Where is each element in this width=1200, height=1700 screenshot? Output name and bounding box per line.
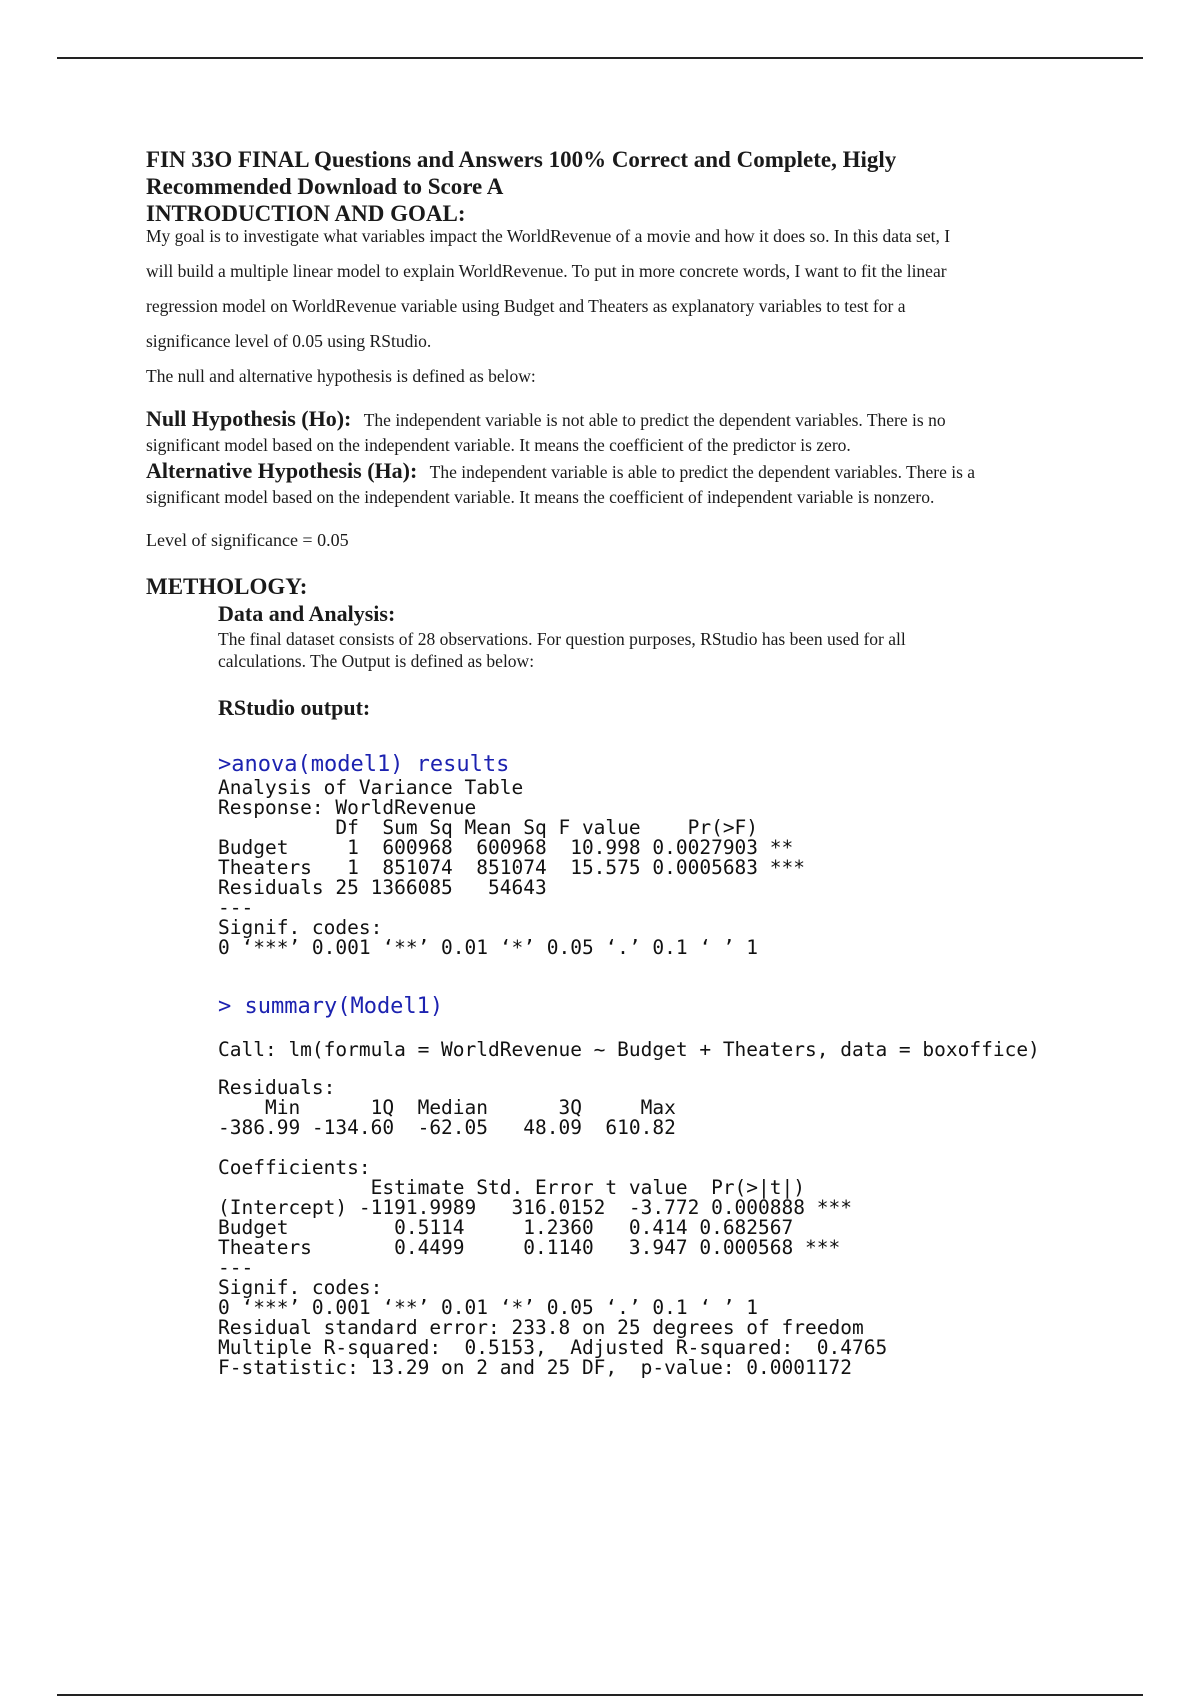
alternative-hypothesis-text: The independent variable is able to predict the dependent variables. There is a	[429, 462, 976, 482]
summary-call-line: Call: lm(formula = WorldRevenue ~ Budget + Theaters, data = boxoffice)	[218, 1038, 1040, 1061]
intro-line: significance level of 0.05 using RStudio.	[146, 331, 432, 351]
intro-line: will build a multiple linear model to explain WorldRevenue. To put in more concrete words, I want to fit the linear	[146, 261, 947, 281]
coefficients-line: Coefficients:	[218, 1156, 371, 1179]
summary-command: > summary(Model1)	[218, 994, 444, 1019]
coefficients-line: 0 ‘***’ 0.001 ‘**’ 0.01 ‘*’ 0.05 ‘.’ 0.1 ‘ ’ 1	[218, 1296, 759, 1319]
anova-output-line: Response: WorldRevenue	[218, 796, 477, 819]
residuals-block	[218, 1078, 1096, 1138]
alternative-hypothesis-text-cont: significant model based on the independent variable. It means the coefficient of independent variable is nonzero.	[146, 487, 935, 507]
anova-output	[218, 752, 1096, 958]
data-analysis-section	[218, 600, 1096, 1378]
data-analysis-text-cont: calculations. The Output is defined as below:	[218, 651, 535, 671]
coefficients-line: Signif. codes:	[218, 1276, 383, 1299]
data-analysis-text: The final dataset consists of 28 observations. For question purposes, RStudio has been used for all	[218, 629, 906, 649]
intro-paragraph	[146, 219, 1096, 394]
residuals-line: Residuals:	[218, 1076, 336, 1099]
anova-output-line: Theaters 1 851074 851074 15.575 0.0005683 ***	[218, 856, 805, 879]
null-hypothesis-label: Null Hypothesis (Ho):	[146, 406, 352, 431]
alternative-hypothesis	[146, 458, 1096, 510]
null-hypothesis-text-cont: significant model based on the independent variable. It means the coefficient of the predictor is zero.	[146, 435, 851, 455]
coefficients-line: Residual standard error: 233.8 on 25 degrees of freedom	[218, 1316, 864, 1339]
methodology-heading: METHOLOGY:	[146, 574, 308, 599]
document-title-line-2: Recommended Download to Score A	[146, 174, 504, 199]
anova-output-line: Df Sum Sq Mean Sq F value Pr(>F)	[218, 816, 759, 839]
significance-level: Level of significance = 0.05	[146, 530, 349, 550]
intro-heading: INTRODUCTION AND GOAL:	[146, 201, 466, 226]
coefficients-line: Estimate Std. Error t value Pr(>|t|)	[218, 1176, 805, 1199]
intro-line: The null and alternative hypothesis is defined as below:	[146, 366, 536, 386]
null-hypothesis-text: The independent variable is not able to predict the dependent variables. There is no	[363, 410, 946, 430]
anova-output-line: Residuals 25 1366085 54643	[218, 876, 547, 899]
coefficients-line: (Intercept) -1191.9989 316.0152 -3.772 0.000888 ***	[218, 1196, 852, 1219]
null-hypothesis	[146, 406, 1096, 458]
coefficients-line: F-statistic: 13.29 on 2 and 25 DF, p-value: 0.0001172	[218, 1356, 852, 1379]
intro-line: My goal is to investigate what variables impact the WorldRevenue of a movie and how it does so. In this data set, I	[146, 226, 951, 246]
document-title-line-1: FIN 33O FINAL Questions and Answers 100% Correct and Complete, Higly	[146, 147, 897, 172]
anova-output-line: Budget 1 600968 600968 10.998 0.0027903 **	[218, 836, 794, 859]
rstudio-output-heading: RStudio output:	[218, 695, 371, 720]
residuals-line: Min 1Q Median 3Q Max	[218, 1096, 676, 1119]
anova-output-line: ---	[218, 896, 254, 919]
anova-output-line: Signif. codes:	[218, 916, 383, 939]
anova-output-line: 0 ‘***’ 0.001 ‘**’ 0.01 ‘*’ 0.05 ‘.’ 0.1 ‘ ’ 1	[218, 936, 759, 959]
header-rule	[57, 57, 1143, 59]
footer-rule	[57, 1694, 1143, 1696]
document-page	[146, 146, 1096, 1378]
coefficients-line: ---	[218, 1256, 254, 1279]
anova-command: >anova(model1) results	[218, 752, 510, 777]
coefficients-line: Multiple R-squared: 0.5153, Adjusted R-squared: 0.4765	[218, 1336, 888, 1359]
coefficients-block	[218, 1158, 1096, 1378]
summary-output	[218, 994, 1096, 1378]
anova-output-line: Analysis of Variance Table	[218, 776, 524, 799]
data-analysis-heading: Data and Analysis:	[218, 601, 396, 626]
intro-line: regression model on WorldRevenue variable using Budget and Theaters as explanatory variables to test for a	[146, 296, 906, 316]
alternative-hypothesis-label: Alternative Hypothesis (Ha):	[146, 458, 418, 483]
coefficients-line: Theaters 0.4499 0.1140 3.947 0.000568 ***	[218, 1236, 841, 1259]
coefficients-line: Budget 0.5114 1.2360 0.414 0.682567	[218, 1216, 794, 1239]
residuals-line: -386.99 -134.60 -62.05 48.09 610.82	[218, 1116, 676, 1139]
